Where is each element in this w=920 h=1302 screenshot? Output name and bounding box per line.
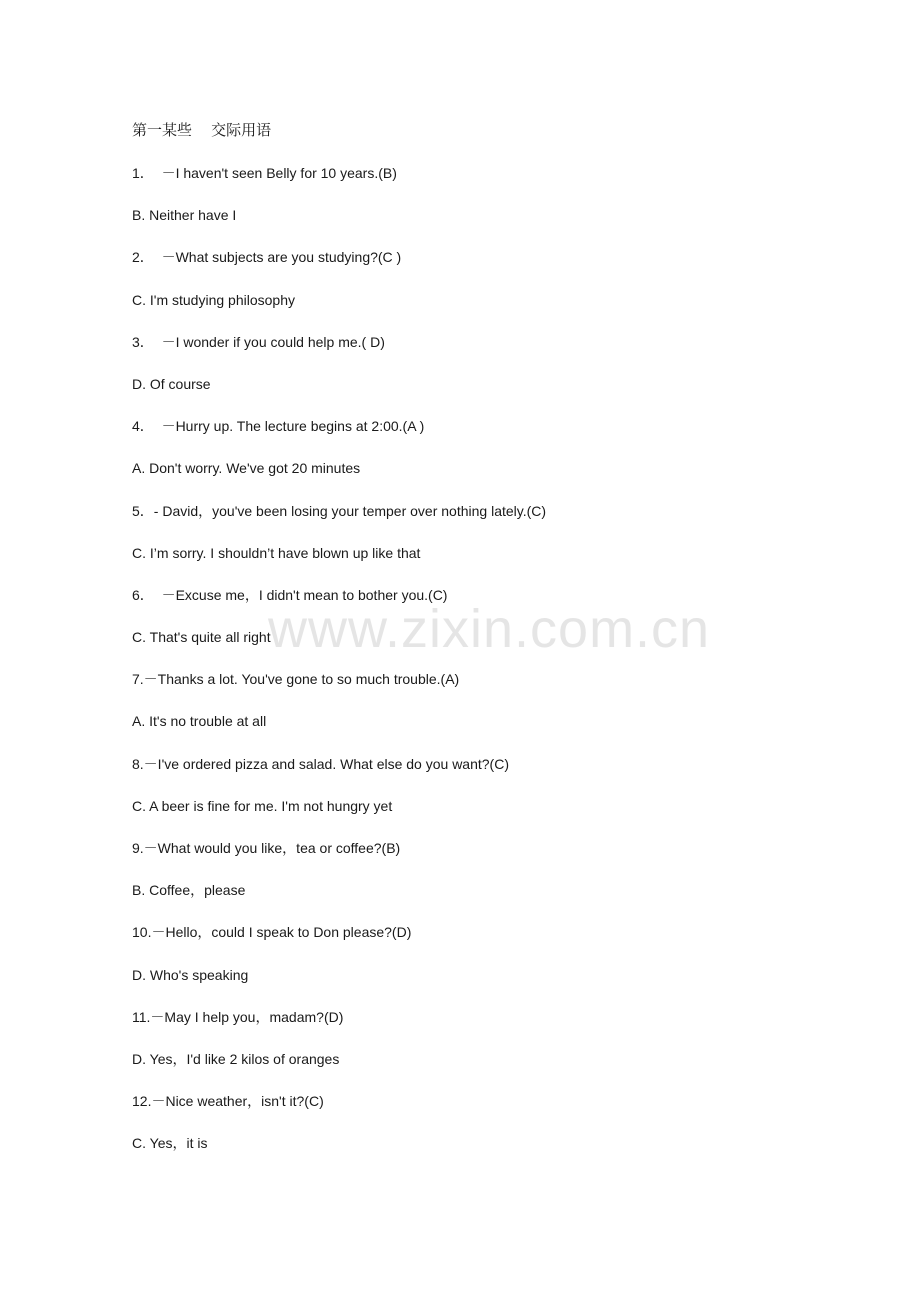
- question-line: 11.－May I help you，madam?(D): [132, 1008, 344, 1025]
- answer-line: C. Yes，it is: [132, 1135, 208, 1152]
- section-title: 第一某些 交际用语: [132, 121, 272, 139]
- question-line: 5．- David，you've been losing your temper over nothing lately.(C): [132, 502, 547, 519]
- answer-line: C. I’m sorry. I shouldn’t have blown up like that: [132, 544, 421, 561]
- answer-line: C. A beer is fine for me. I'm not hungry yet: [132, 797, 393, 814]
- question-line: 8.－I've ordered pizza and salad. What else do you want?(C): [132, 755, 509, 772]
- question-line: 10.－Hello，could I speak to Don please?(D): [132, 924, 412, 941]
- question-line: 4． －Hurry up. The lecture begins at 2:00.(A ): [132, 418, 425, 435]
- question-line: 6． －Excuse me，I didn't mean to bother you.(C): [132, 586, 448, 603]
- question-line: 2． －What subjects are you studying?(C ): [132, 249, 402, 266]
- question-line: 9.－What would you like，tea or coffee?(B): [132, 840, 401, 856]
- watermark: www.zixin.com.cn: [268, 599, 711, 659]
- answer-line: C. I'm studying philosophy: [132, 291, 295, 308]
- qa-list: [132, 162, 852, 1175]
- answer-line: B. Coffee，please: [132, 882, 246, 899]
- question-line: 7.－Thanks a lot. You've gone to so much trouble.(A): [132, 671, 460, 688]
- answer-line: D. Who's speaking: [132, 966, 249, 983]
- answer-line: B. Neither have I: [132, 207, 237, 224]
- question-line: 12.－Nice weather，isn't it?(C): [132, 1093, 324, 1110]
- question-line: 3． －I wonder if you could help me.( D): [132, 333, 385, 350]
- answer-line: D. Yes，I'd like 2 kilos of oranges: [132, 1050, 340, 1067]
- question-line: 1． －I haven't seen Belly for 10 years.(B): [132, 165, 397, 181]
- answer-line: C. That's quite all right: [132, 629, 271, 646]
- answer-line: A. It's no trouble at all: [132, 713, 267, 730]
- answer-line: D. Of course: [132, 375, 211, 392]
- answer-line: A. Don't worry. We've got 20 minutes: [132, 460, 361, 477]
